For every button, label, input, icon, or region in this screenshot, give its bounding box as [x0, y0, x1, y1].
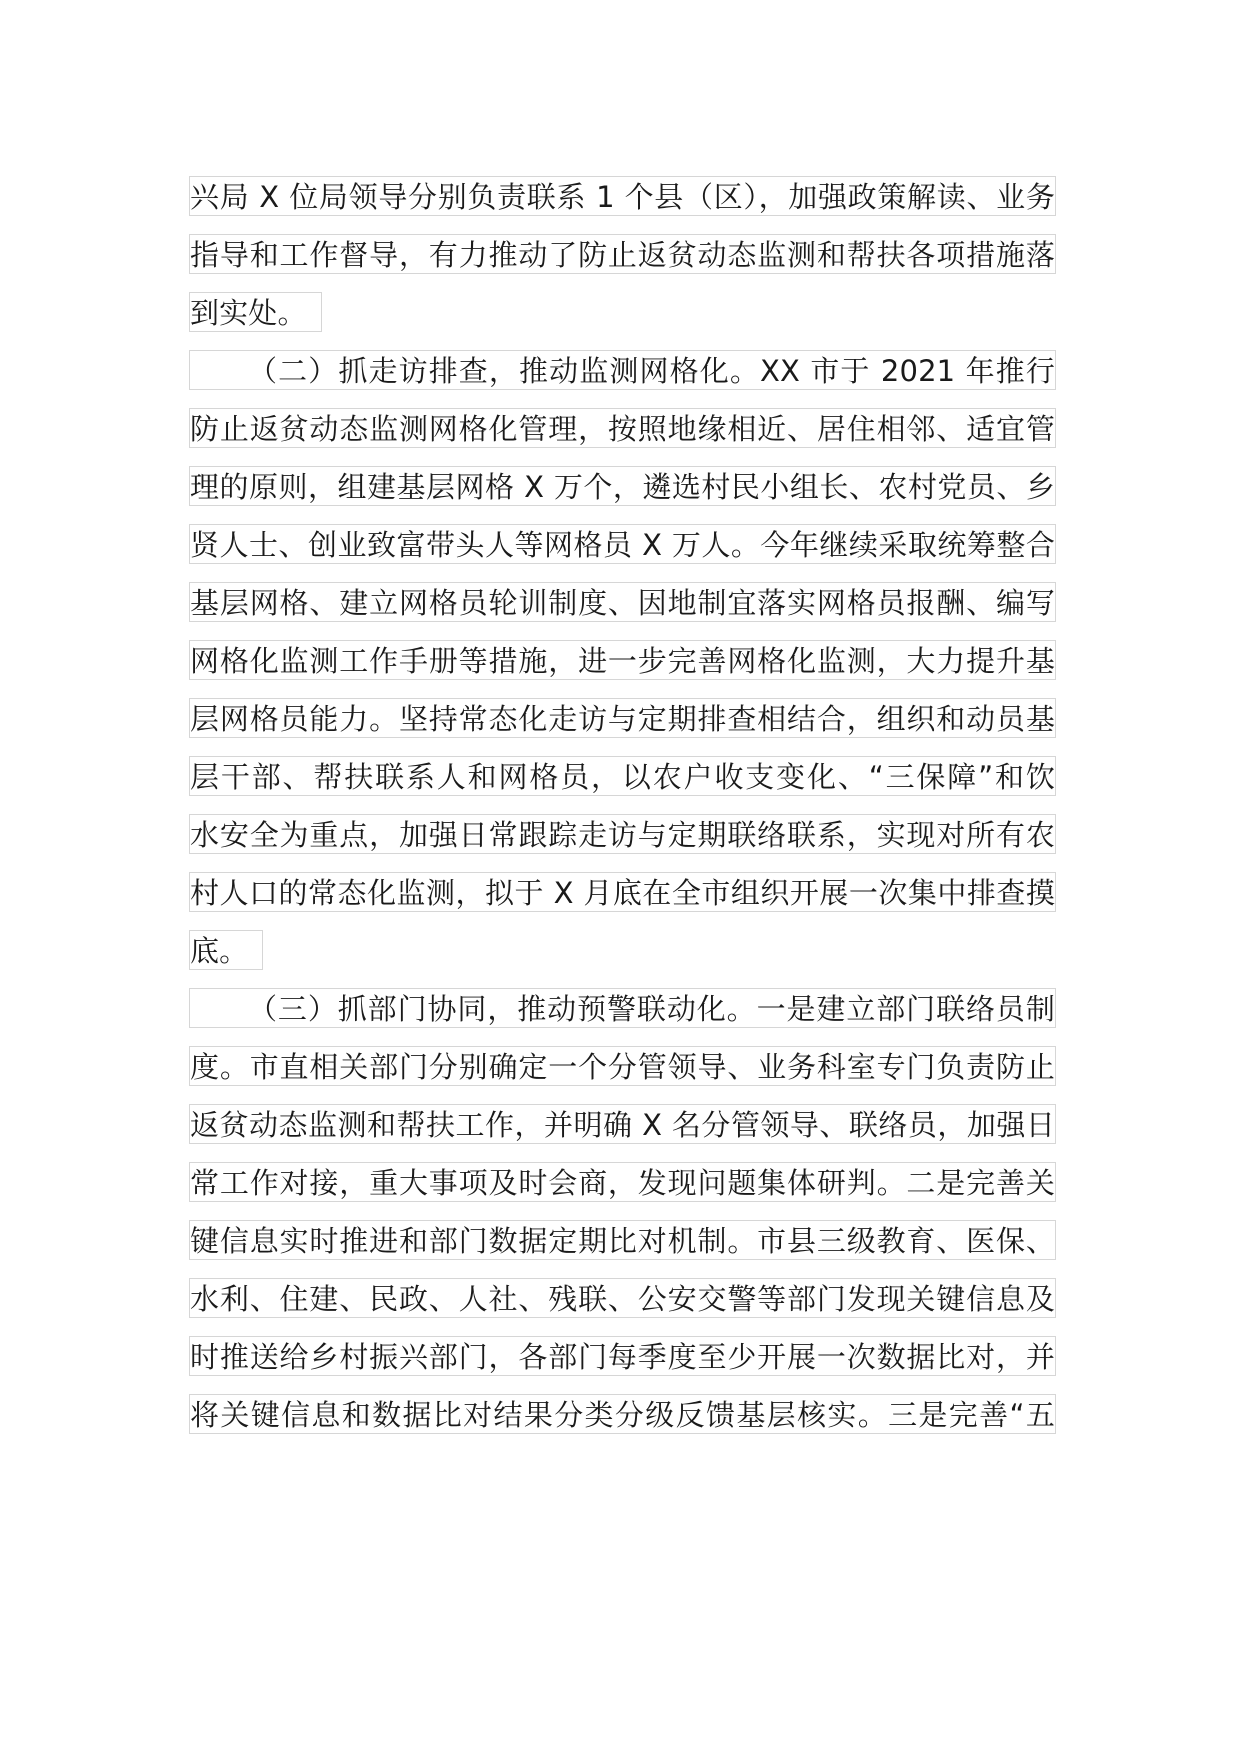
text-line	[189, 292, 322, 332]
text-line	[189, 582, 1056, 622]
text-line-content: 度。市直相关部门分别确定一个分管领导、业务科室专门负责防止	[190, 1050, 1055, 1084]
text-line	[189, 524, 1056, 564]
text-line-content: 到实处。	[190, 296, 307, 330]
text-line	[189, 408, 1056, 448]
text-line-content: 返贫动态监测和帮扶工作，并明确 X 名分管领导、联络员，加强日	[190, 1108, 1055, 1142]
text-line-content: 村人口的常态化监测，拟于 X 月底在全市组织开展一次集中排查摸	[190, 876, 1055, 910]
text-line-content: 时推送给乡村振兴部门，各部门每季度至少开展一次数据比对，并	[190, 1340, 1055, 1374]
text-line	[189, 1104, 1056, 1144]
text-line-content: 指导和工作督导，有力推动了防止返贫动态监测和帮扶各项措施落	[190, 238, 1055, 272]
text-line-content: 基层网格、建立网格员轮训制度、因地制宜落实网格员报酬、编写	[190, 586, 1055, 620]
text-line-content: 底。	[190, 934, 249, 968]
section-heading-line	[189, 988, 1056, 1028]
text-line-content: 水利、住建、民政、人社、残联、公安交警等部门发现关键信息及	[190, 1282, 1055, 1316]
text-line-content: 理的原则，组建基层网格 X 万个，遴选村民小组长、农村党员、乡	[190, 470, 1055, 504]
text-line-content: 层网格员能力。坚持常态化走访与定期排查相结合，组织和动员基	[190, 702, 1055, 736]
text-line-content: 层干部、帮扶联系人和网格员，以农户收支变化、“三保障”和饮	[190, 760, 1055, 794]
text-line-content: （三）抓部门协同，推动预警联动化。一是建立部门联络员制	[248, 992, 1055, 1026]
text-line	[189, 1220, 1056, 1260]
text-line	[189, 1336, 1056, 1376]
text-line	[189, 176, 1056, 216]
text-line	[189, 872, 1056, 912]
text-line-content: 网格化监测工作手册等措施，进一步完善网格化监测，大力提升基	[190, 644, 1055, 678]
text-line-content: 贤人士、创业致富带头人等网格员 X 万人。今年继续采取统筹整合	[190, 528, 1055, 562]
text-line-content: 水安全为重点，加强日常跟踪走访与定期联络联系，实现对所有农	[190, 818, 1055, 852]
text-line-content: 兴局 X 位局领导分别负责联系 1 个县（区），加强政策解读、业务	[190, 180, 1055, 214]
section-heading-line	[189, 350, 1056, 390]
text-line-content: 键信息实时推进和部门数据定期比对机制。市县三级教育、医保、	[190, 1224, 1055, 1258]
text-line	[189, 234, 1056, 274]
text-line	[189, 1162, 1056, 1202]
text-line	[189, 698, 1056, 738]
text-line-content: 防止返贫动态监测网格化管理，按照地缘相近、居住相邻、适宜管	[190, 412, 1055, 446]
text-line	[189, 1046, 1056, 1086]
text-line	[189, 930, 263, 970]
text-line	[189, 640, 1056, 680]
text-line	[189, 814, 1056, 854]
text-line-content: 将关键信息和数据比对结果分类分级反馈基层核实。三是完善“五	[190, 1398, 1055, 1432]
text-line-content: 常工作对接，重大事项及时会商，发现问题集体研判。二是完善关	[190, 1166, 1055, 1200]
text-line	[189, 756, 1056, 796]
text-line	[189, 1278, 1056, 1318]
text-line	[189, 1394, 1056, 1434]
text-line	[189, 466, 1056, 506]
text-line-content: （二）抓走访排查，推动监测网格化。XX 市于 2021 年推行	[248, 354, 1055, 388]
